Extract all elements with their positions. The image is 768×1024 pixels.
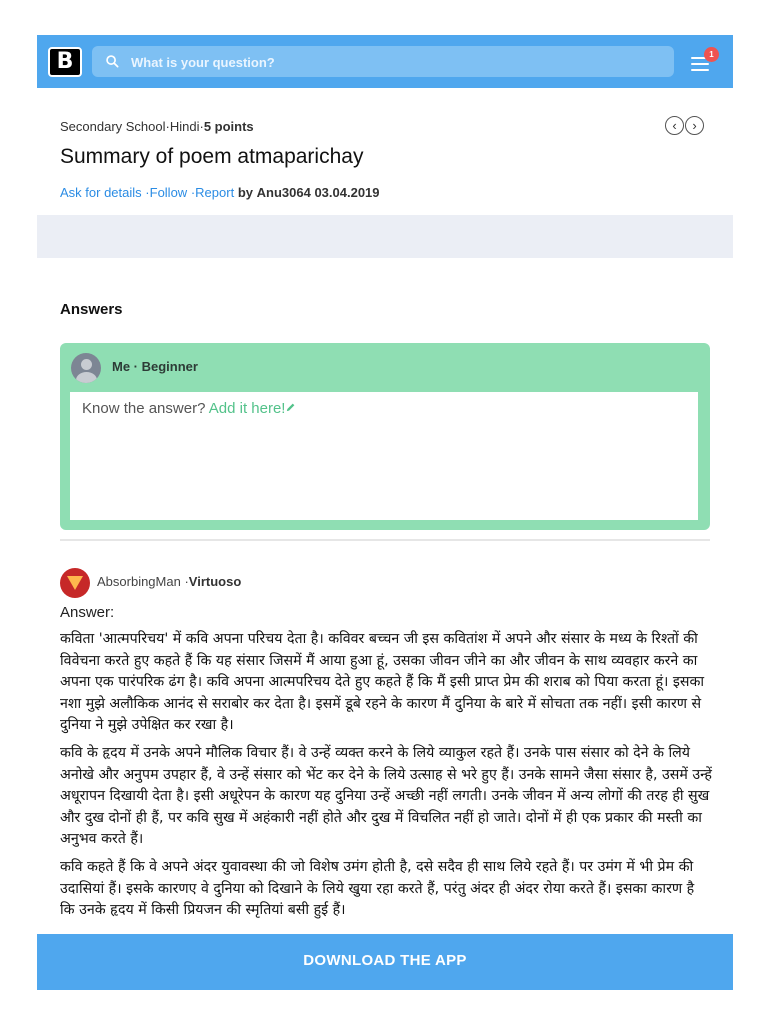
ask-for-details-link[interactable]: Ask for details	[60, 185, 142, 200]
subject-label[interactable]: Hindi	[169, 119, 200, 134]
answers-heading: Answers	[60, 301, 123, 318]
add-answer-link[interactable]: Add it here!	[209, 400, 297, 417]
level-label: Secondary School	[60, 119, 166, 134]
answer-paragraph: कवि कहते हैं कि वे अपने अंदर युवावस्था की जो विशेष उमंग होती है, दसे सदैव ही साथ लिये रहते हैं। पर उमंग में भी प्रेम की उदासियां हैं। इसके कारणए वे दुनिया को दिखाने के लिये खुया रहा करते हैं, परंतु अंदर ही अंदर रोया करते हैं। इसका कारण है कि उनके हृदय में किसी प्रियजन की स्मृतियां बसी हुई हैं।	[60, 858, 695, 919]
answerer-name[interactable]: AbsorbingMan	[97, 574, 181, 589]
user-avatar-icon	[71, 353, 101, 383]
pencil-icon	[285, 402, 296, 413]
question-nav	[665, 116, 705, 135]
notification-badge: 1	[704, 47, 719, 62]
search-icon	[105, 54, 120, 69]
brainly-logo[interactable]: B	[48, 47, 82, 77]
search-input[interactable]	[129, 46, 663, 79]
next-question-icon[interactable]: ›	[685, 116, 704, 135]
previous-question-icon[interactable]: ‹	[665, 116, 684, 135]
author-name[interactable]: Anu3064	[256, 185, 311, 200]
answer-body	[60, 629, 712, 928]
my-rank-label: Me · Beginner	[112, 359, 198, 374]
by-label: by	[237, 185, 253, 200]
divider	[60, 539, 710, 541]
answer-paragraph: कविता 'आत्मपरिचय' में कवि अपना परिचय देता है। कविवर बच्चन जी इस कवितांश में अपने और संसार के मध्य के रिश्तों की विवेचना करते हुए कहते हैं कि यह संसार जिसमें मैं आया हुआ हूं, उसका जीवन जीने का और जीवन के साथ व्यवहार करने का अपना एक पारंपरिक ढंग है। कवि अपना आत्मपरिचय देते हुए कहते हैं कि मैं इसी प्राप्त प्रेम की शराब को पिया करता हूं। इसका नशा मुझे अलौकिक आनंद से सराबोर कर देता है। इसमें डूबे रहने के कारण मैं दुनिया के बारे में सोचता तक नहीं। इसी कारण से दुनिया ने मुझे उपेक्षित कर रखा है।	[60, 631, 705, 734]
answerer-info: AbsorbingMan ·Virtuoso	[97, 574, 242, 589]
points-label: 5 points	[203, 119, 254, 134]
question-date: 03.04.2019	[314, 185, 380, 200]
search-bar[interactable]	[92, 46, 674, 77]
question-actions: Ask for details ·Follow ·Report by Anu3064 03.04.2019	[60, 185, 380, 200]
answer-prompt	[82, 400, 296, 417]
prompt-text: Know the answer?	[82, 400, 206, 417]
answer-paragraph: कवि के हृदय में उनके अपने मौलिक विचार हैं। वे उन्हें व्यक्त करने के लिये व्याकुल रहते हैं। उनके पास संसार को देने के लिये अनोखे और अनुपम उपहार हैं, वे उन्हें संसार को भेंट कर देने के लिये उत्साह से भरे हुए हैं। उनके सामने जैसा संसार है, उसमें उन्हें अधूरापन दिखायी देता है। इसी अधूरेपन के कारण यह दुनिया उन्हें अच्छी नहीं लगती। उनके जीवन में अन्य लोगों की तरह ही सुख और दुख दोनों ही हैं, पर कवि सुख में अहंकारी नहीं होते और दुख में विचलित नहीं हो जाते। दोनों में ही एक प्रकार की मस्ती का अनुभव करते हैं।	[60, 744, 712, 848]
follow-link[interactable]: Follow	[149, 185, 188, 200]
report-link[interactable]: Report	[195, 185, 235, 200]
answerer-rank: Virtuoso	[188, 574, 242, 589]
answer-input-area[interactable]	[70, 392, 698, 520]
download-app-button[interactable]: DOWNLOAD THE APP	[37, 934, 733, 990]
answerer-avatar[interactable]	[60, 568, 90, 598]
ad-placeholder-band	[37, 215, 733, 258]
question-meta: Secondary School·Hindi·5 points	[60, 119, 254, 134]
answer-label: Answer:	[60, 604, 115, 621]
question-title: Summary of poem atmaparichay	[60, 145, 364, 168]
add-answer-box	[60, 343, 710, 530]
page-frame	[37, 35, 733, 990]
top-bar	[37, 35, 733, 88]
